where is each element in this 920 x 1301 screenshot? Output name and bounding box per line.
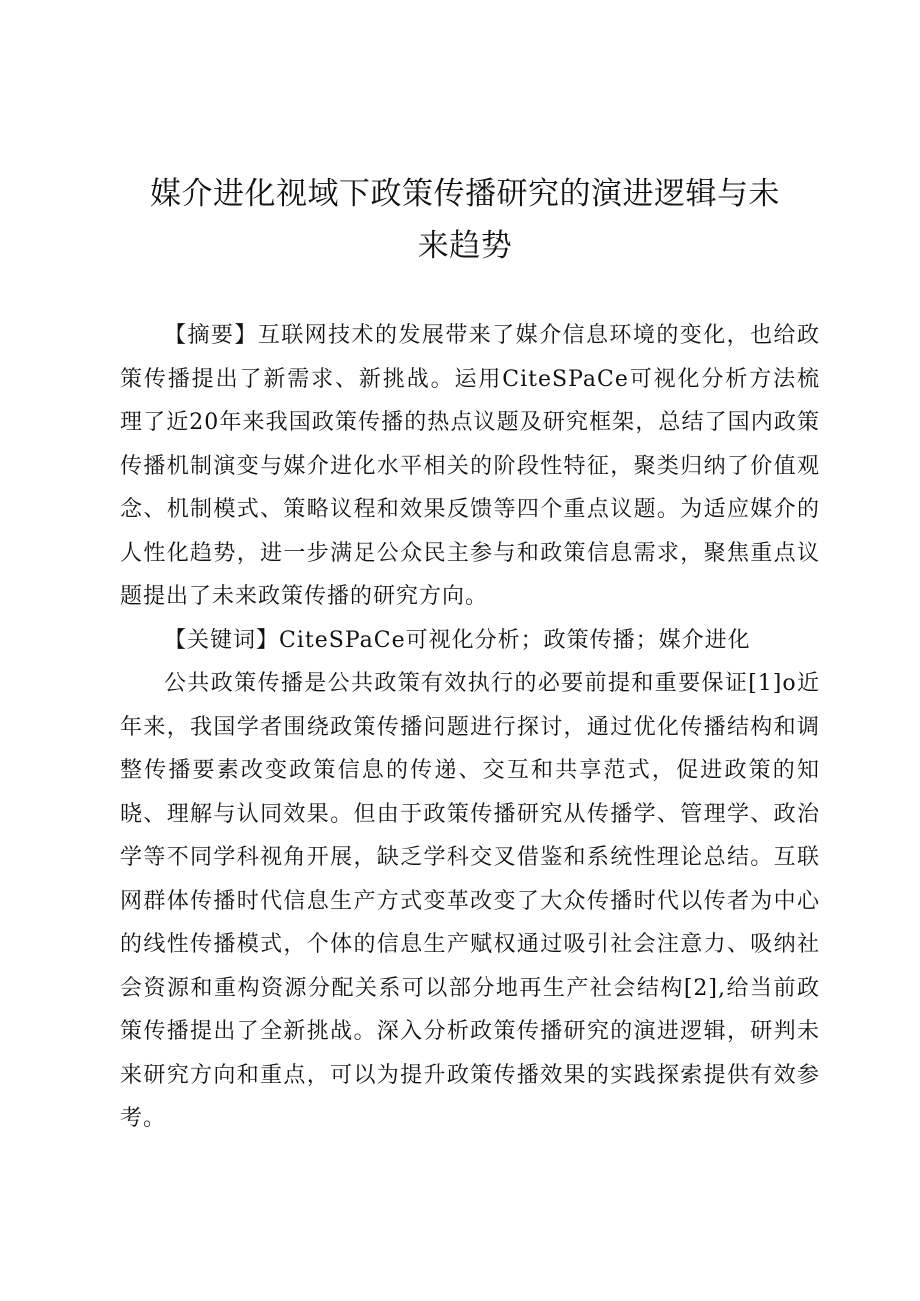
abstract-text: 互联网技术的发展带来了媒介信息环境的变化，也给政策传播提出了新需求、新挑战。运用CiteSPaCe可视化分析方法梳理了近20年来我国政策传播的热点议题及研究框架，总结了国内政策传播机制演变与媒介进化水平相关的阶段性特征，聚类归纳了价值观念、机制模式、策略议程和效果反馈等四个重点议题。为适应媒介的人性化趋势，进一步满足公众民主参与和政策信息需求，聚焦重点议题提出了未来政策传播的研究方向。 bbox=[120, 323, 820, 609]
body-paragraph-1: 公共政策传播是公共政策有效执行的必要前提和重要保证[1]o近年来，我国学者围绕政策传播问题进行探讨，通过优化传播结构和调整传播要素改变政策信息的传递、交互和共享范式，促进政策的知晓、理解与认同效果。但由于政策传播研究从传播学、管理学、政治学等不同学科视角开展，缺乏学科交叉借鉴和系统性理论总结。互联网群体传播时代信息生产方式变革改变了大众传播时代以传者为中心的线性传播模式，个体的信息生产赋权通过吸引社会注意力、吸纳社会资源和重构资源分配关系可以部分地再生产社会结构[2],给当前政策传播提出了全新挑战。深入分析政策传播研究的演进逻辑，研判未来研究方向和重点，可以为提升政策传播效果的实践探索提供有效参考。 bbox=[120, 671, 820, 1131]
abstract-paragraph bbox=[120, 314, 820, 619]
abstract-label: 【摘要】 bbox=[164, 323, 258, 348]
keywords-label: 【关键词】 bbox=[164, 627, 280, 653]
keywords-line bbox=[120, 619, 820, 663]
document-title: 媒介进化视域下政策传播研究的演进逻辑与未来趋势 bbox=[150, 176, 780, 264]
keywords-text: CiteSPaCe可视化分析；政策传播；媒介进化 bbox=[279, 627, 751, 653]
